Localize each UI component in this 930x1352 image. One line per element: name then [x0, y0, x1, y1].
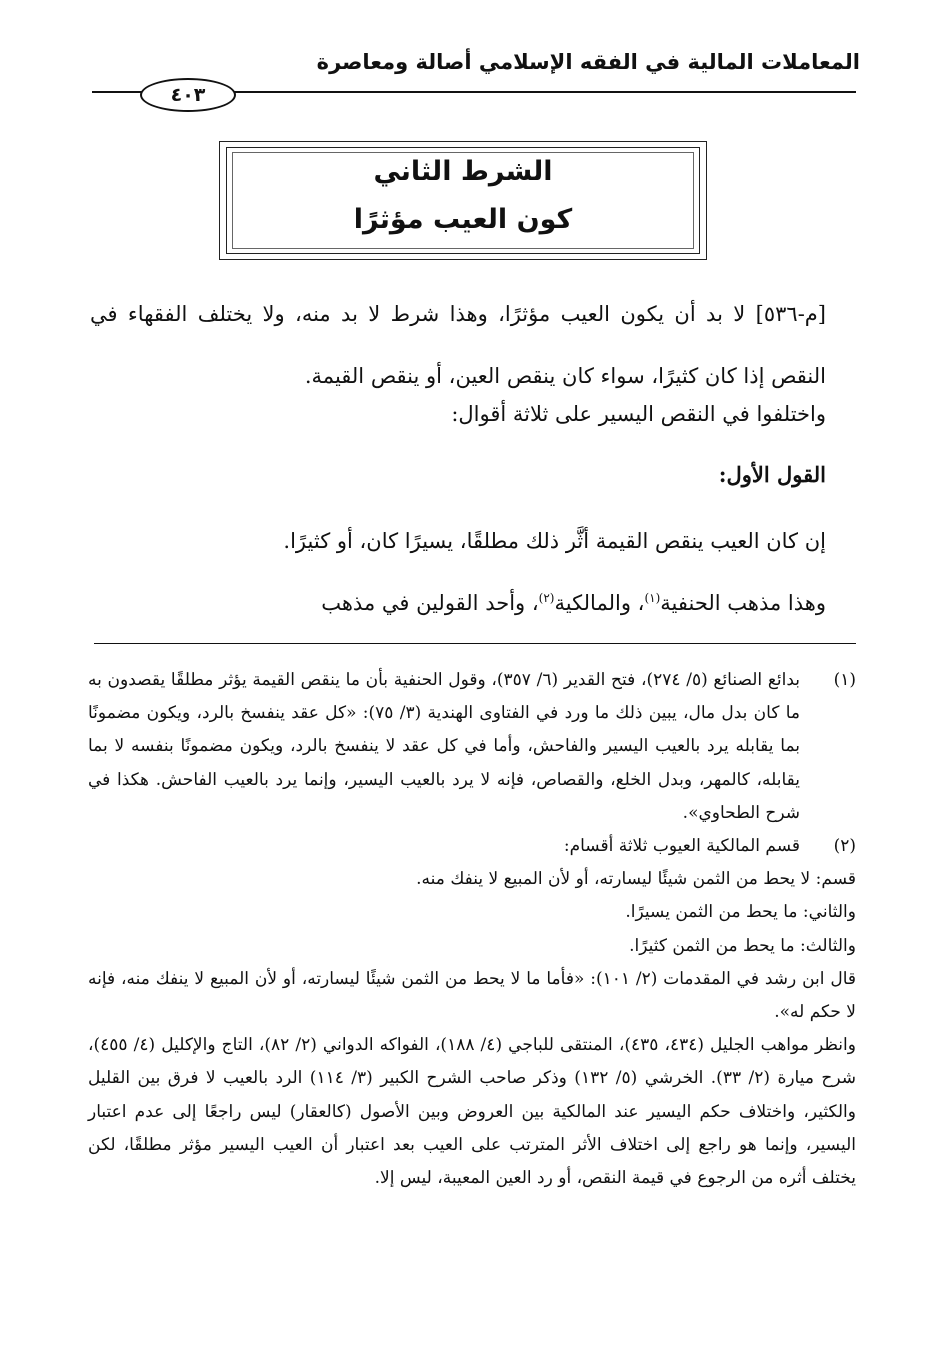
footnote-ref-1[interactable]: (١) — [644, 591, 661, 605]
page-number: ٤٠٣ — [140, 78, 236, 112]
footnote-number: (٢) — [833, 836, 856, 857]
section-title-line1: الشرط الثاني — [373, 156, 553, 187]
body-paragraph-5 — [90, 578, 826, 628]
footnote-number: (١) — [833, 670, 856, 690]
running-header-title: المعاملات المالية في الفقه الإسلامي أصالة ومعاصرة — [316, 50, 860, 74]
p5-text-c: ، وأحد القولين في مذهب — [321, 591, 539, 615]
footnote-references: وانظر مواهب الجليل (٤٣٤، ٤٣٥)، المنتقى للباجي (٤/ ١٨٨)، الفواكه الدواني (٢/ ٨٢)، التاج والإكليل (٤/ ٤٥٥)، شرح ميارة (٢/ ٣٣). الخرشي (٥/ ١٣٢) وذكر صاحب الشرح الكبير (٣/ ١١٤) الرد بالعيب لا فرق بين القليل والكثير، واختلاف حكم اليسير عند المالكية بين العروض وبين الأصول (كالعقار) ليس راجعًا إلى عدم اعتبار اليسير، وإنما هو راجع إلى اختلاف الأثر المترتب على العيب بعد اعتبار أن العيب اليسير مؤثر مطلقًا، لكن يختلف أثره من الرجوع في قيمة النقص، أو رد العين المعيبة، ليس إلا. — [88, 1035, 856, 1189]
first-opinion-heading: القول الأول: — [718, 462, 826, 487]
footnote-text: بدائع الصنائع (٥/ ٢٧٤)، فتح القدير (٦/ ٣٥٧)، وقول الحنفية بأن ما ينقص القيمة يؤثر مطلقًا يقصدون به ما كان بدل مال، يبين ذلك ما ورد في الفتاوى الهندية (٣/ ٧٥): «كل عقد ينفسخ بالرد، ويكون مضمونًا بما يقابله يرد بالعيب اليسير والفاحش، وأما في كل عقد لا ينفسخ بالرد، ويكون مضمونًا بنفسه لا بما يقابله، كالمهر، وبدل الخلع، والقصاص، فإنه لا يرد بالعيب اليسير، وإنما يرد بالعيب الفاحش. هكذا في شرح الطحاوي». — [88, 670, 800, 823]
p5-text-a: وهذا مذهب الحنفية — [660, 591, 826, 615]
footnote-1 — [88, 664, 856, 830]
footnote-quote: قال ابن رشد في المقدمات (٢/ ١٠١): «فأما ما لا يحط من الثمن شيئًا ليسارته، أو لأن المبيع لا ينفك منه، فإنه لا حكم له». — [88, 968, 857, 1023]
p5-text-b: ، والمالكية — [554, 591, 645, 615]
footnote-2 — [88, 830, 856, 863]
body-paragraph-1: [م-٥٣٦] لا بد أن يكون العيب مؤثرًا، وهذا شرط لا بد منه، ولا يختلف الفقهاء في النقص إذا كان كثيرًا، سواء كان ينقص العين، أو ينقص القيمة. — [90, 302, 826, 388]
body-paragraph-4: إن كان العيب ينقص القيمة أثَّر ذلك مطلقًا، يسيرًا كان، أو كثيرًا. — [283, 529, 826, 553]
footnote-list-item: قسم: لا يحط من الثمن شيئًا ليسارته، أو لأن المبيع لا ينفك منه. — [416, 869, 856, 890]
footnote-list-item: والثالث: ما يحط من الثمن كثيرًا. — [629, 935, 856, 956]
section-title-box — [219, 141, 707, 260]
footnote-intro: قسم المالكية العيوب ثلاثة أقسام: — [563, 836, 800, 857]
footnote-separator — [94, 643, 856, 644]
footnote-list-item: والثاني: ما يحط من الثمن يسيرًا. — [625, 902, 856, 923]
footnotes — [88, 664, 856, 1195]
section-title-line2: كون العيب مؤثرًا — [353, 204, 573, 235]
footnote-2-body — [88, 863, 856, 1195]
footnote-ref-2[interactable]: (٢) — [538, 591, 555, 605]
body-paragraph-2: واختلفوا في النقص اليسير على ثلاثة أقوال: — [451, 402, 826, 426]
